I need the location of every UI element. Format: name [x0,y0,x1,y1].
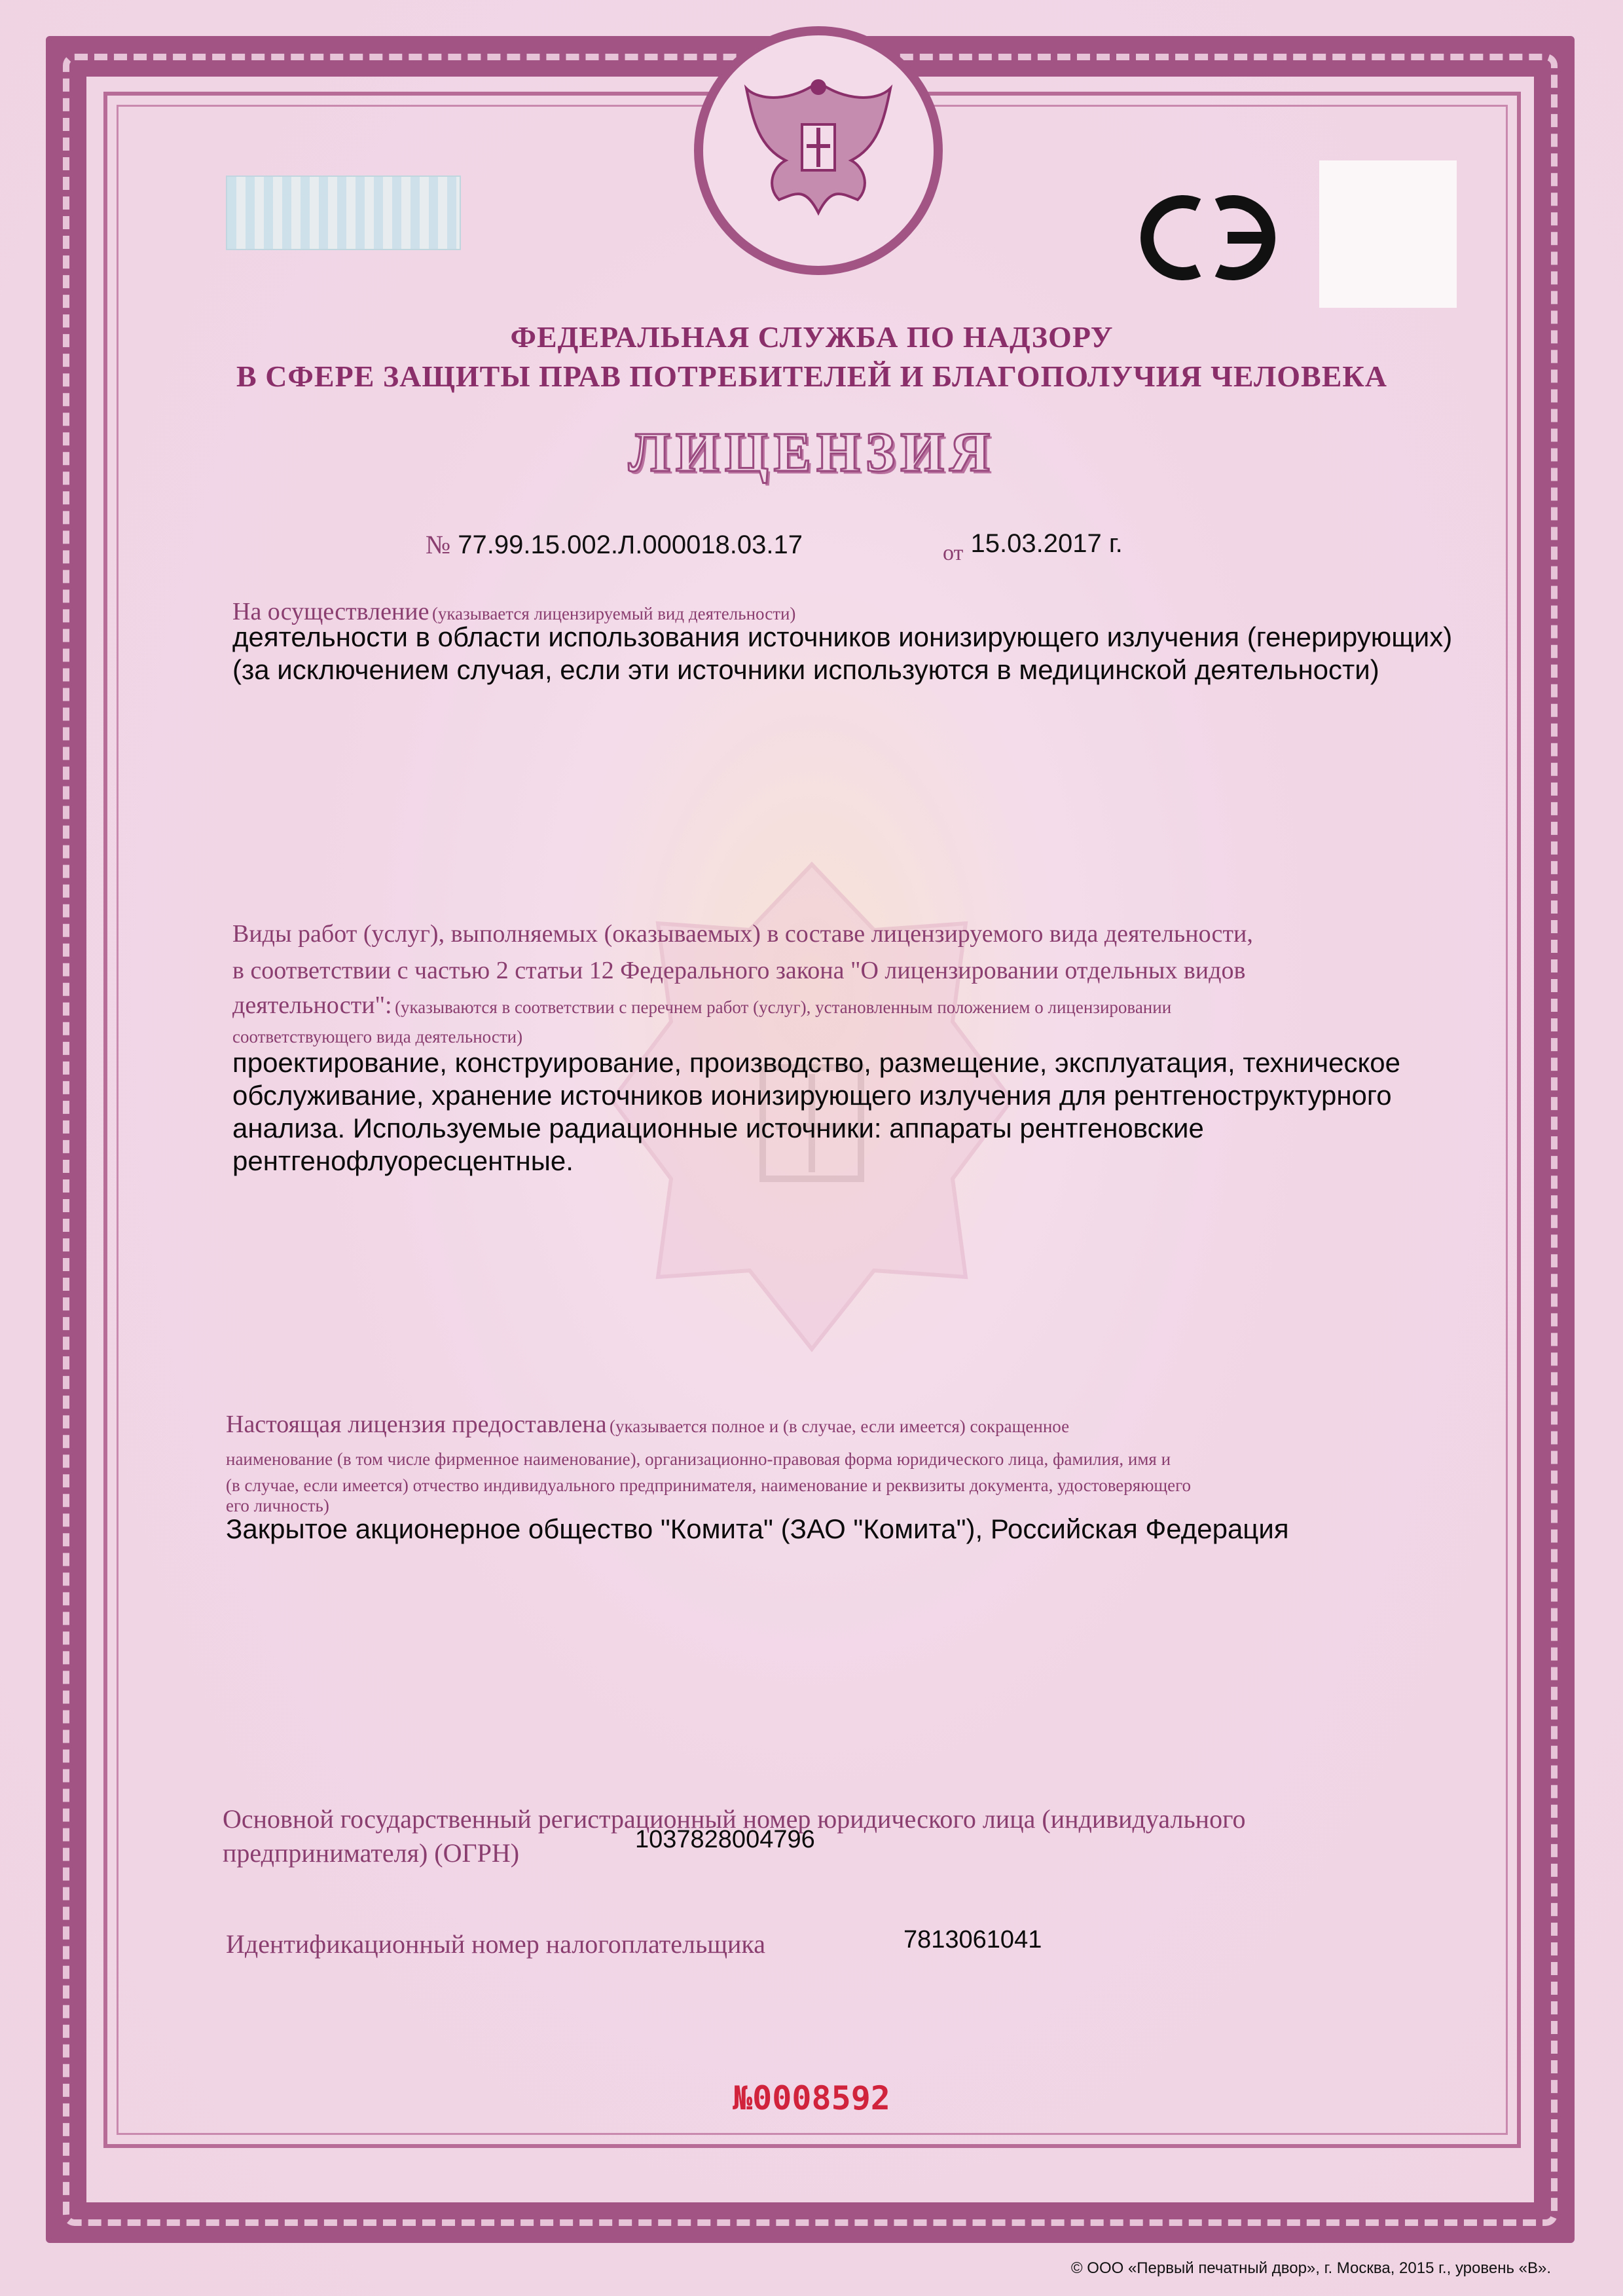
number-label: № [426,530,451,559]
license-date: 15.03.2017 г. [970,529,1123,558]
licensee-section [226,1408,1424,1546]
license-number: 77.99.15.002.Л.000018.03.17 [458,530,803,559]
works-label-line2: в соответствии с частью 2 статьи 12 Федерального закона "О лицензировании отдельных видов [232,957,1246,984]
works-value-line4: рентгенофлуоресцентные. [232,1145,574,1176]
works-section [232,916,1424,1177]
works-hint-line2: соответствующего вида деятельности) [232,1027,523,1046]
licensee-label: Настоящая лицензия предоставлена [226,1411,607,1438]
date-label: от [943,541,964,565]
russian-coat-of-arms-emblem [733,62,903,232]
licensee-hint-line3: (в случае, если имеется) отчество индивидуального предпринимателя, наименование и реквизиты документа, удостоверяющего [226,1475,1192,1495]
works-value-line1: проектирование, конструирование, производство, размещение, эксплуатация, техническое [232,1047,1401,1078]
ogrn-value: 1037828004796 [635,1826,815,1853]
hologram-sticker [226,176,461,250]
licensee-hint-line2: наименование (в том числе фирменное наименование), организационно-правовая форма юридического лица, фамилия, имя и [226,1449,1171,1469]
license-date-row [943,529,1123,565]
licensee-hint-line1: (указывается полное и (в случае, если имеется) сокращенное [610,1416,1070,1436]
license-number-row [426,529,803,560]
activity-label: На осуществление [232,598,429,625]
ogrn-label-line2: предпринимателя) (ОГРН) [223,1838,520,1868]
form-serial-number: №0008592 [733,2079,890,2117]
conformity-mark-icon [1136,189,1286,287]
licensee-hint-line4: его личность) [226,1496,329,1515]
paper-patch [1319,160,1457,308]
works-value-line3: анализа. Используемые радиационные источники: аппараты рентгеновские [232,1113,1204,1143]
ogrn-section [223,1801,1434,1868]
inn-value: 7813061041 [903,1926,1042,1953]
works-value-line2: обслуживание, хранение источников ионизирующего излучения для рентгеноструктурного [232,1080,1392,1111]
ogrn-label-line1: Основной государственный регистрационный номер юридического лица (индивидуального [223,1804,1246,1834]
authority-title-line2: В СФЕРЕ ЗАЩИТЫ ПРАВ ПОТРЕБИТЕЛЕЙ И БЛАГОПОЛУЧИЯ ЧЕЛОВЕКА [236,360,1387,393]
licensee-value: Закрытое акционерное общество "Комита" (ЗАО "Комита"), Российская Федерация [226,1513,1289,1544]
works-hint-line1: (указываются в соответствии с перечнем работ (услуг), установленным положением о лицензировании [395,997,1172,1017]
works-label-line3: деятельности": [232,991,392,1019]
activity-section [232,597,1476,686]
works-label-line1: Виды работ (услуг), выполняемых (оказываемых) в составе лицензируемого вида деятельности, [232,920,1253,948]
inn-label: Идентификационный номер налогоплательщика [226,1929,766,1959]
printer-footer: © ООО «Первый печатный двор», г. Москва, 2015 г., уровень «В». [1070,2259,1551,2277]
activity-value-line2: (за исключением случая, если эти источники используются в медицинской деятельности) [232,654,1379,685]
activity-hint: (указывается лицензируемый вид деятельности) [431,604,796,623]
inn-section [226,1926,1437,1959]
document-title: ЛИЦЕНЗИЯ [628,420,996,483]
activity-value-line1: деятельности в области использования источников ионизирующего излучения (генерирующих) [232,621,1453,652]
authority-title-line1: ФЕДЕРАЛЬНАЯ СЛУЖБА ПО НАДЗОРУ [510,320,1114,354]
